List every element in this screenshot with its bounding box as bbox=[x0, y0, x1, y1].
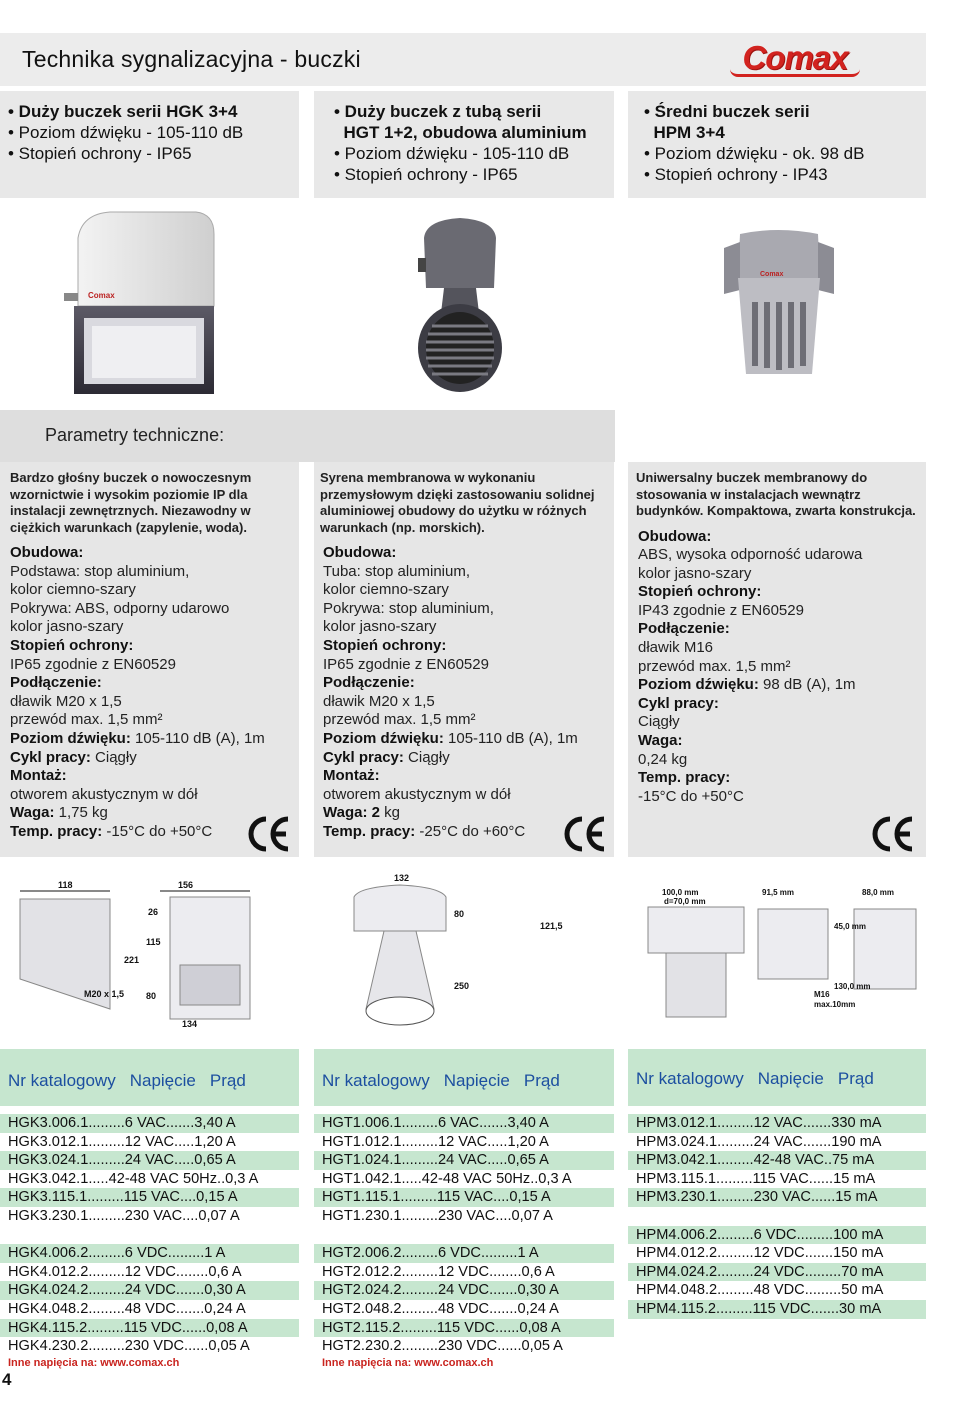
spec-value: przewód max. 1,5 mm² bbox=[10, 711, 163, 729]
spec-line bbox=[10, 637, 299, 656]
table-row: HGK4.230.2.........230 VDC......0,05 A bbox=[8, 1338, 250, 1355]
spec-value: 98 dB (A), 1m bbox=[758, 676, 856, 694]
dimension-drawing-hgk bbox=[0, 869, 299, 1029]
spec-line bbox=[323, 786, 614, 805]
table-header bbox=[314, 1049, 614, 1106]
catalog-table-hpm bbox=[628, 1049, 926, 1369]
spec-value: 105-110 dB (A), 1m bbox=[443, 729, 578, 747]
header-line: • Poziom dźwięku - 105-110 dB bbox=[334, 144, 570, 163]
table-row: HGK4.115.2.........115 VDC......0,08 A bbox=[0, 1319, 299, 1338]
spec-value: dławik M16 bbox=[638, 639, 714, 657]
spec-line bbox=[323, 618, 614, 637]
spec-value: 105-110 dB (A), 1m bbox=[130, 729, 265, 747]
col-current: Prąd bbox=[209, 1071, 246, 1090]
spec-value: kolor ciemno-szary bbox=[323, 581, 449, 599]
dim-label: 156 bbox=[178, 880, 194, 890]
spec-value: 1,75 kg bbox=[54, 804, 108, 822]
table-row: HGK3.115.1.........115 VAC....0,15 A bbox=[0, 1188, 299, 1207]
dim-label: 121,5 bbox=[540, 921, 563, 931]
spec-line bbox=[10, 749, 299, 768]
table-row: HGK4.012.2.........12 VDC........0,6 A bbox=[8, 1263, 242, 1280]
spec-column-hpm bbox=[628, 462, 926, 857]
other-voltages-note: Inne napięcia na: www.comax.ch bbox=[322, 1356, 494, 1369]
spec-label: Obudowa: bbox=[10, 544, 84, 561]
spec-line bbox=[323, 693, 614, 712]
ce-mark bbox=[562, 814, 608, 854]
col-catalog: Nr katalogowy bbox=[636, 1069, 744, 1088]
dim-label: 26 bbox=[148, 907, 159, 917]
spec-value: kolor jasno-szary bbox=[638, 564, 752, 582]
spec-line bbox=[638, 751, 926, 770]
table-header bbox=[628, 1049, 926, 1106]
spec-list bbox=[320, 544, 614, 842]
spec-line bbox=[10, 730, 299, 749]
spec-column-hgt bbox=[314, 462, 614, 857]
dim-label: M20 x 1,5 bbox=[84, 989, 125, 999]
logo-text: Comax bbox=[742, 39, 848, 76]
spec-list bbox=[10, 544, 299, 842]
spec-label: Podłączenie: bbox=[323, 674, 415, 692]
table-row: HPM3.115.1.........115 VAC......15 mA bbox=[636, 1170, 876, 1187]
comax-logo bbox=[724, 37, 866, 81]
spec-line bbox=[10, 693, 299, 712]
spec-value: otworem akustycznym w dół bbox=[10, 785, 198, 803]
table-row: HPM4.024.2.........24 VDC.........70 mA bbox=[628, 1263, 926, 1282]
other-voltages-note: Inne napięcia na: www.comax.ch bbox=[8, 1356, 180, 1369]
spec-value: Pokrywa: ABS, odporny udarowo bbox=[10, 599, 230, 617]
ce-mark bbox=[246, 814, 292, 854]
product-description: Syrena membranowa w wykonaniu przemysłowym dzięki zastosowaniu solidnej aluminiowej obudowy do użytku w różnych warunkach (np. morskich). bbox=[320, 470, 595, 535]
table-row: HGK4.006.2.........6 VDC.........1 A bbox=[0, 1244, 299, 1263]
product-header-hgt bbox=[314, 91, 614, 198]
spec-value: -15°C do +50°C bbox=[638, 787, 744, 805]
spec-line bbox=[638, 620, 926, 639]
catalog-table-hgt bbox=[314, 1049, 614, 1369]
spec-label: Waga: bbox=[10, 804, 55, 822]
col-current: Prąd bbox=[523, 1071, 560, 1090]
spec-label: Montaż: bbox=[10, 767, 67, 785]
dim-label: 221 bbox=[124, 955, 140, 965]
dim-label: 115 bbox=[146, 937, 161, 947]
spec-value: kg bbox=[379, 804, 400, 822]
table-rows bbox=[628, 1114, 926, 1319]
spec-label: Waga: 2 bbox=[323, 804, 380, 822]
col-catalog: Nr katalogowy bbox=[8, 1071, 116, 1090]
dim-label: max.10mm bbox=[814, 1000, 856, 1009]
dimension-drawing-hpm bbox=[628, 869, 926, 1029]
spec-label: Stopień ochrony: bbox=[10, 636, 134, 654]
spec-label: Waga: bbox=[638, 732, 683, 750]
spec-line bbox=[638, 732, 926, 751]
header-line: • Duży buczek z tubą serii bbox=[334, 102, 542, 121]
col-voltage: Napięcie bbox=[757, 1069, 824, 1088]
table-row: HPM4.048.2.........48 VDC.........50 mA bbox=[636, 1282, 884, 1299]
header-line: • Poziom dźwięku - ok. 98 dB bbox=[644, 144, 865, 163]
col-voltage: Napięcie bbox=[443, 1071, 510, 1090]
spec-line bbox=[10, 581, 299, 600]
table-gap bbox=[314, 1226, 614, 1245]
table-row: HPM3.024.1.........24 VAC.......190 mA bbox=[636, 1133, 882, 1150]
dim-label: M16 bbox=[814, 990, 830, 999]
spec-list bbox=[636, 528, 926, 807]
table-row: HGK3.230.1.........230 VAC....0,07 A bbox=[8, 1207, 240, 1224]
spec-line bbox=[10, 674, 299, 693]
dim-label: 80 bbox=[454, 909, 465, 919]
spec-line bbox=[638, 602, 926, 621]
spec-label: Montaż: bbox=[323, 767, 380, 785]
spec-line bbox=[323, 637, 614, 656]
dim-label: 80 bbox=[146, 991, 157, 1001]
spec-line bbox=[323, 711, 614, 730]
spec-line bbox=[323, 674, 614, 693]
spec-label: Obudowa: bbox=[638, 527, 712, 545]
table-row: HGT1.042.1.....42-48 VAC 50Hz..0,3 A bbox=[322, 1170, 572, 1187]
spec-value: dławik M20 x 1,5 bbox=[323, 692, 435, 710]
spec-column-hgk bbox=[0, 462, 299, 857]
logo-swoosh bbox=[730, 69, 860, 77]
product-description: Bardzo głośny buczek o nowoczesnym wzornictwie i wysokim poziomie IP dla instalacji zewnętrznych. Niezawodny w ciężkich warunkach (zapylenie, woda). bbox=[10, 470, 252, 535]
ce-mark bbox=[870, 814, 916, 854]
spec-value: dławik M20 x 1,5 bbox=[10, 692, 122, 710]
spec-label: Podłączenie: bbox=[10, 674, 102, 692]
spec-value: Pokrywa: stop aluminium, bbox=[323, 599, 494, 617]
spec-line bbox=[638, 528, 926, 547]
spec-value: Ciągły bbox=[638, 713, 680, 731]
header-line: HPM 3+4 bbox=[644, 123, 725, 142]
spec-value: Ciągły bbox=[403, 748, 450, 766]
col-current: Prąd bbox=[837, 1069, 874, 1088]
table-row: HGT1.012.1.........12 VAC.....1,20 A bbox=[322, 1133, 549, 1150]
params-title: Parametry techniczne: bbox=[45, 425, 225, 445]
spec-label: Cykl pracy: bbox=[323, 748, 404, 766]
dim-label: 250 bbox=[454, 981, 470, 991]
spec-label: Temp. pracy: bbox=[638, 769, 731, 787]
svg-text:Comax: Comax bbox=[88, 291, 115, 300]
col-voltage: Napięcie bbox=[129, 1071, 196, 1090]
spec-value: IP65 zgodnie z EN60529 bbox=[10, 655, 176, 673]
dimension-drawing-hgt bbox=[314, 869, 614, 1029]
product-header-hgk bbox=[0, 91, 299, 198]
table-row: HPM4.006.2.........6 VDC.........100 mA bbox=[628, 1226, 926, 1245]
spec-value: przewód max. 1,5 mm² bbox=[323, 711, 476, 729]
spec-line bbox=[638, 695, 926, 714]
table-row: HPM4.115.2.........115 VDC.......30 mA bbox=[628, 1300, 926, 1319]
spec-line bbox=[10, 563, 299, 582]
spec-label: Poziom dźwięku: bbox=[10, 729, 131, 747]
product-image-hgt bbox=[314, 198, 614, 410]
spec-value: -25°C do +60°C bbox=[415, 822, 526, 840]
spec-line bbox=[638, 713, 926, 732]
table-row: HGT1.115.1.........115 VAC....0,15 A bbox=[314, 1188, 614, 1207]
spec-label: Stopień ochrony: bbox=[638, 583, 762, 601]
spec-line bbox=[638, 639, 926, 658]
table-rows bbox=[0, 1114, 299, 1356]
table-row: HGT2.012.2.........12 VDC........0,6 A bbox=[322, 1263, 555, 1280]
spec-label: Cykl pracy: bbox=[638, 694, 719, 712]
spec-value: 0,24 kg bbox=[638, 750, 688, 768]
product-image-hpm bbox=[628, 198, 926, 410]
table-row: HGK3.042.1.....42-48 VAC 50Hz..0,3 A bbox=[8, 1170, 259, 1187]
table-gap bbox=[0, 1226, 299, 1245]
header-line: HGT 1+2, obudowa aluminium bbox=[334, 123, 587, 142]
spec-value: IP65 zgodnie z EN60529 bbox=[323, 655, 489, 673]
header-line: • Poziom dźwięku - 105-110 dB bbox=[8, 123, 244, 142]
spec-line bbox=[638, 583, 926, 602]
spec-label: Poziom dźwięku: bbox=[323, 729, 444, 747]
spec-value: IP43 zgodnie z EN60529 bbox=[638, 601, 804, 619]
spec-label: Stopień ochrony: bbox=[323, 636, 447, 654]
header-line: • Stopień ochrony - IP65 bbox=[334, 165, 518, 184]
header-line: • Stopień ochrony - IP43 bbox=[644, 165, 828, 184]
table-row: HPM3.042.1.........42-48 VAC..75 mA bbox=[628, 1151, 926, 1170]
spec-line bbox=[323, 563, 614, 582]
spec-line bbox=[10, 618, 299, 637]
spec-label: Poziom dźwięku: bbox=[638, 676, 759, 694]
spec-label: Temp. pracy: bbox=[10, 822, 103, 840]
page-number: 4 bbox=[2, 1370, 12, 1389]
spec-label: Obudowa: bbox=[323, 544, 397, 561]
table-row: HGK4.024.2.........24 VDC.......0,30 A bbox=[0, 1281, 299, 1300]
dim-label: d=70,0 mm bbox=[664, 897, 706, 906]
spec-value: Podstawa: stop aluminium, bbox=[10, 562, 190, 580]
dim-label: 132 bbox=[394, 873, 410, 883]
table-rows bbox=[314, 1114, 614, 1356]
product-description: Uniwersalny buczek membranowy do stosowania w instalacjach wewnątrz budynków. Kompaktowa, zwarta konstrukcja. bbox=[636, 470, 916, 518]
dim-label: 88,0 mm bbox=[862, 888, 895, 897]
spec-line bbox=[323, 544, 614, 563]
spec-line bbox=[10, 600, 299, 619]
spec-line bbox=[323, 767, 614, 786]
title-bar bbox=[0, 33, 926, 86]
spec-line bbox=[10, 711, 299, 730]
spec-value: Tuba: stop aluminium, bbox=[323, 562, 471, 580]
dim-label: 100,0 mm bbox=[662, 888, 699, 897]
dim-label: 118 bbox=[58, 880, 73, 890]
spec-line bbox=[323, 656, 614, 675]
spec-line bbox=[323, 600, 614, 619]
spec-line bbox=[638, 676, 926, 695]
spec-line bbox=[638, 565, 926, 584]
table-row: HGT2.048.2.........48 VDC.......0,24 A bbox=[322, 1300, 559, 1317]
table-row: HPM3.230.1.........230 VAC......15 mA bbox=[628, 1188, 926, 1207]
catalog-table-hgk bbox=[0, 1049, 299, 1369]
spec-value: -15°C do +50°C bbox=[102, 822, 213, 840]
spec-line bbox=[638, 769, 926, 788]
dim-label: 91,5 mm bbox=[762, 888, 795, 897]
table-row: HGK3.006.1.........6 VAC.......3,40 A bbox=[0, 1114, 299, 1133]
spec-line bbox=[323, 730, 614, 749]
spec-value: kolor jasno-szary bbox=[323, 618, 437, 636]
table-row: HGK4.048.2.........48 VDC.......0,24 A bbox=[8, 1300, 246, 1317]
spec-value: ABS, wysoka odporność udarowa bbox=[638, 546, 863, 564]
dim-label: 134 bbox=[182, 1019, 198, 1029]
spec-line bbox=[10, 767, 299, 786]
table-header bbox=[0, 1049, 299, 1106]
table-row: HGK3.012.1.........12 VAC.....1,20 A bbox=[8, 1133, 236, 1150]
spec-label: Podłączenie: bbox=[638, 620, 730, 638]
dim-label: 45,0 mm bbox=[834, 922, 867, 931]
spec-line bbox=[10, 544, 299, 563]
table-row: HGT2.230.2.........230 VDC......0,05 A bbox=[322, 1338, 563, 1355]
spec-label: Temp. pracy: bbox=[323, 822, 416, 840]
spec-line bbox=[638, 546, 926, 565]
spec-line bbox=[10, 656, 299, 675]
product-header-hpm bbox=[628, 91, 926, 198]
table-row: HGT1.024.1.........24 VAC.....0,65 A bbox=[314, 1151, 614, 1170]
table-row: HPM3.012.1.........12 VAC.......330 mA bbox=[628, 1114, 926, 1133]
spec-value: przewód max. 1,5 mm² bbox=[638, 657, 791, 675]
table-row: HGT1.230.1.........230 VAC....0,07 A bbox=[322, 1207, 553, 1224]
table-row: HGT1.006.1.........6 VAC.......3,40 A bbox=[314, 1114, 614, 1133]
header-line: • Średni buczek serii bbox=[644, 102, 810, 121]
spec-value: kolor ciemno-szary bbox=[10, 581, 136, 599]
spec-label: Cykl pracy: bbox=[10, 748, 91, 766]
spec-line bbox=[10, 786, 299, 805]
svg-text:Comax: Comax bbox=[760, 271, 784, 278]
table-row: HGT2.006.2.........6 VDC.........1 A bbox=[314, 1244, 614, 1263]
table-row: HPM4.012.2.........12 VDC.......150 mA bbox=[636, 1245, 884, 1262]
spec-line bbox=[638, 658, 926, 677]
spec-value: Ciągły bbox=[90, 748, 137, 766]
spec-value: otworem akustycznym w dół bbox=[323, 785, 511, 803]
spec-line bbox=[323, 749, 614, 768]
spec-value: kolor jasno-szary bbox=[10, 618, 124, 636]
spec-line bbox=[323, 581, 614, 600]
header-line: • Duży buczek serii HGK 3+4 bbox=[8, 102, 238, 121]
page-title: Technika sygnalizacyjna - buczki bbox=[22, 46, 361, 72]
table-row: HGT2.024.2.........24 VDC.......0,30 A bbox=[314, 1281, 614, 1300]
product-image-hgk bbox=[0, 198, 299, 410]
dim-label: 130,0 mm bbox=[834, 982, 871, 991]
col-catalog: Nr katalogowy bbox=[322, 1071, 430, 1090]
table-gap bbox=[628, 1207, 926, 1226]
spec-line bbox=[638, 788, 926, 807]
table-row: HGT2.115.2.........115 VDC......0,08 A bbox=[314, 1319, 614, 1338]
table-row: HGK3.024.1.........24 VAC.....0,65 A bbox=[0, 1151, 299, 1170]
header-line: • Stopień ochrony - IP65 bbox=[8, 144, 192, 163]
params-bar bbox=[0, 410, 615, 462]
